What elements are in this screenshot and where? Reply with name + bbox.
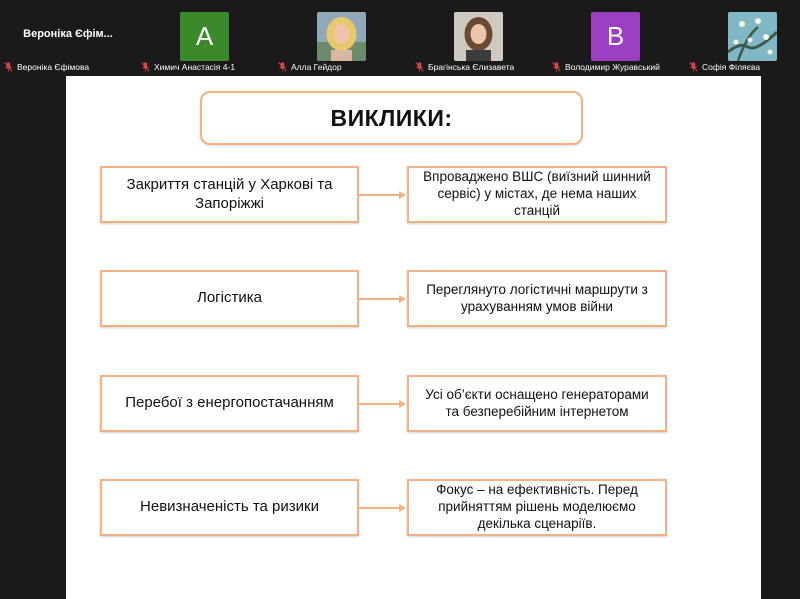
slide-title: ВИКЛИКИ: — [330, 104, 453, 131]
participant-avatar: B — [591, 12, 640, 61]
participant-tile[interactable] — [411, 0, 547, 76]
mic-muted-icon — [4, 62, 13, 72]
arrow-right-icon — [359, 398, 407, 410]
participant-photo — [317, 12, 366, 61]
participant-tile[interactable] — [548, 0, 684, 76]
challenge-box: Перебої з енергопостачанням — [100, 375, 359, 432]
solution-box: Фокус – на ефективність. Перед прийняттям рішень моделюємо декілька сценаріїв. — [407, 479, 667, 536]
solution-box: Впроваджено ВШС (виїзний шинний сервіс) у містах, де нема наших станцій — [407, 166, 667, 223]
mic-muted-icon — [141, 62, 150, 72]
participant-tile[interactable] — [274, 0, 410, 76]
slide-title-box — [200, 91, 583, 145]
participant-strip — [0, 0, 800, 76]
challenge-box: Логістика — [100, 270, 359, 327]
solution-box: Усі об’єкти оснащено генераторами та безперебійним інтернетом — [407, 375, 667, 432]
participant-photo — [728, 12, 777, 61]
participant-tile[interactable] — [0, 0, 136, 76]
participant-name-label: Алла Гейдор — [278, 61, 342, 73]
shared-slide — [66, 76, 761, 599]
arrow-right-icon — [359, 502, 407, 514]
participant-name-label: Химич Анастасія 4-1 — [141, 61, 235, 73]
solution-box: Переглянуто логістичні маршрути з урахуванням умов війни — [407, 270, 667, 327]
participant-display-name: Вероніка Єфім... — [23, 28, 113, 40]
participant-photo-image — [454, 12, 503, 61]
challenge-box: Закриття станцій у Харкові та Запоріжжі — [100, 166, 359, 223]
participant-photo-image — [728, 12, 777, 61]
participant-name-label: Брагінська Єлизавета — [415, 61, 514, 73]
mic-muted-icon — [415, 62, 424, 72]
participant-name-label: Софія Філяєва — [689, 61, 760, 73]
mic-muted-icon — [689, 62, 698, 72]
participant-name-label: Вероніка Єфімова — [4, 61, 89, 73]
challenge-box: Невизначеність та ризики — [100, 479, 359, 536]
participant-photo-image — [317, 12, 366, 61]
arrow-right-icon — [359, 293, 407, 305]
participant-avatar: A — [180, 12, 229, 61]
arrow-right-icon — [359, 189, 407, 201]
participant-tile[interactable] — [685, 0, 800, 76]
participant-tile[interactable] — [137, 0, 273, 76]
participant-name-label: Володимир Журавський — [552, 61, 660, 73]
mic-muted-icon — [552, 62, 561, 72]
mic-muted-icon — [278, 62, 287, 72]
participant-photo — [454, 12, 503, 61]
